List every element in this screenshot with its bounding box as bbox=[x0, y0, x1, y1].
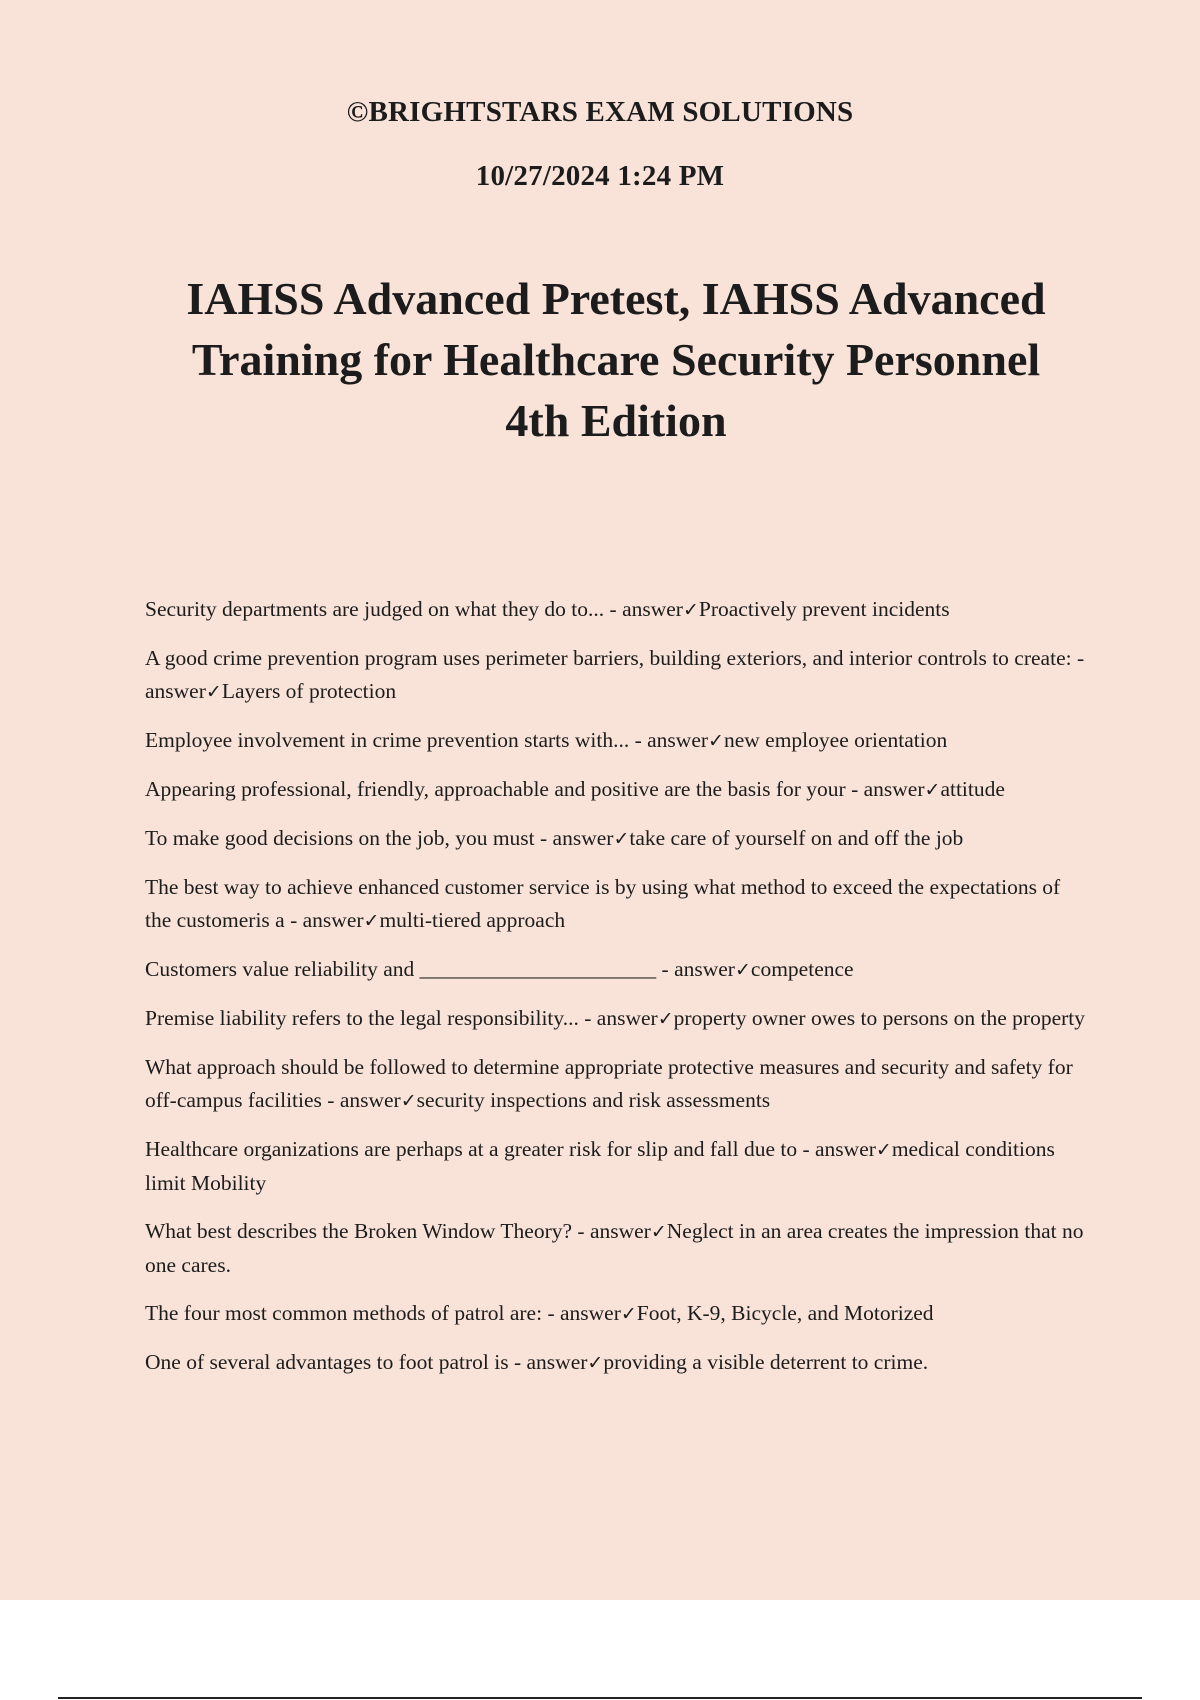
question-text: Employee involvement in crime prevention starts with... bbox=[145, 728, 630, 752]
checkmark-icon: ✓ bbox=[650, 1221, 667, 1243]
qa-item bbox=[145, 593, 1090, 627]
answer-marker: - answer bbox=[802, 1137, 876, 1161]
answer-marker: - answer bbox=[547, 1301, 621, 1325]
question-text: What approach should be followed to determine appropriate protective measures and security and safety for off-campus facilities bbox=[145, 1055, 1073, 1112]
answer-text: Foot, K-9, Bicycle, and Motorized bbox=[636, 1301, 934, 1325]
question-text: Security departments are judged on what they do to... bbox=[145, 597, 605, 621]
checkmark-icon: ✓ bbox=[587, 1352, 604, 1374]
question-text: Premise liability refers to the legal responsibility... bbox=[145, 1006, 579, 1030]
checkmark-icon: ✓ bbox=[613, 828, 630, 850]
checkmark-icon: ✓ bbox=[924, 779, 941, 801]
qa-item bbox=[145, 1002, 1090, 1036]
answer-marker: - answer bbox=[584, 1006, 658, 1030]
qa-item bbox=[145, 1051, 1090, 1118]
answer-marker: - answer bbox=[513, 1350, 588, 1374]
title-line: Training for Healthcare Security Personnel bbox=[191, 334, 1041, 385]
document-title bbox=[130, 268, 1102, 451]
question-text: Customers value reliability and ______________________ bbox=[145, 957, 657, 981]
answer-marker: - answer bbox=[661, 957, 735, 981]
answer-marker: - answer bbox=[290, 908, 364, 932]
answer-text: take care of yourself on and off the job bbox=[629, 826, 964, 850]
checkmark-icon: ✓ bbox=[620, 1303, 637, 1325]
checkmark-icon: ✓ bbox=[657, 1008, 674, 1030]
checkmark-icon: ✓ bbox=[708, 730, 724, 752]
qa-list bbox=[145, 593, 1090, 1395]
copyright-header: ©BRIGHTSTARS EXAM SOLUTIONS bbox=[346, 96, 854, 128]
checkmark-icon: ✓ bbox=[734, 959, 751, 981]
answer-marker: - answer bbox=[145, 646, 1085, 703]
checkmark-icon: ✓ bbox=[875, 1139, 892, 1161]
checkmark-icon: ✓ bbox=[400, 1090, 417, 1112]
answer-text: medical conditions limit Mobility bbox=[145, 1137, 1055, 1195]
qa-item bbox=[145, 642, 1090, 709]
qa-item bbox=[145, 822, 1090, 856]
question-text: One of several advantages to foot patrol is bbox=[145, 1350, 509, 1374]
answer-text: security inspections and risk assessments bbox=[416, 1088, 771, 1112]
qa-item bbox=[145, 773, 1090, 807]
qa-item bbox=[145, 1215, 1090, 1282]
checkmark-icon: ✓ bbox=[205, 681, 222, 703]
question-text: To make good decisions on the job, you must bbox=[145, 826, 535, 850]
answer-text: property owner owes to persons on the property bbox=[673, 1006, 1086, 1030]
question-text: Appearing professional, friendly, approachable and positive are the basis for your bbox=[145, 777, 846, 801]
checkmark-icon: ✓ bbox=[682, 599, 699, 621]
footer-divider bbox=[58, 1697, 1142, 1699]
timestamp-header: 10/27/2024 1:24 PM bbox=[475, 160, 725, 192]
question-text: Healthcare organizations are perhaps at a greater risk for slip and fall due to bbox=[145, 1137, 798, 1161]
qa-item bbox=[145, 1297, 1090, 1331]
answer-text: providing a visible deterrent to crime. bbox=[603, 1350, 929, 1374]
answer-text: new employee orientation bbox=[723, 728, 948, 752]
answer-text: Neglect in an area creates the impression that no one cares. bbox=[145, 1219, 1084, 1277]
qa-item bbox=[145, 1346, 1090, 1380]
answer-marker: - answer bbox=[577, 1219, 651, 1243]
question-text: What best describes the Broken Window Theory? bbox=[145, 1219, 573, 1243]
answer-text: multi-tiered approach bbox=[379, 908, 566, 932]
qa-item bbox=[145, 1133, 1090, 1200]
question-text: A good crime prevention program uses perimeter barriers, building exteriors, and interior controls to create: bbox=[145, 646, 1072, 670]
title-line: IAHSS Advanced Pretest, IAHSS Advanced bbox=[186, 273, 1046, 324]
qa-item bbox=[145, 953, 1090, 987]
answer-text: Proactively prevent incidents bbox=[698, 597, 950, 621]
answer-marker: - answer bbox=[327, 1088, 401, 1112]
answer-text: competence bbox=[750, 957, 854, 981]
question-text: The best way to achieve enhanced customer service is by using what method to exceed the expectations of the customeris a bbox=[145, 875, 1061, 932]
answer-marker: - answer bbox=[609, 597, 683, 621]
question-text: The four most common methods of patrol are: bbox=[145, 1301, 543, 1325]
answer-marker: - answer bbox=[851, 777, 925, 801]
checkmark-icon: ✓ bbox=[363, 910, 380, 932]
qa-item bbox=[145, 871, 1090, 938]
answer-text: Layers of protection bbox=[221, 679, 397, 703]
answer-marker: - answer bbox=[634, 728, 709, 752]
answer-marker: - answer bbox=[540, 826, 614, 850]
answer-text: attitude bbox=[940, 777, 1005, 801]
qa-item bbox=[145, 724, 1090, 758]
title-line: 4th Edition bbox=[505, 395, 727, 446]
